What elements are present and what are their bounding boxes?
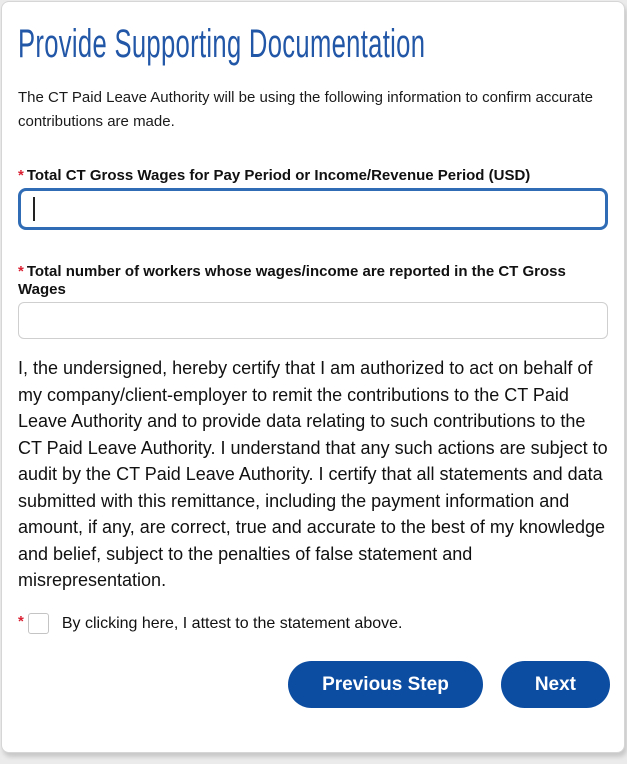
attest-row xyxy=(18,614,608,634)
required-asterisk: * xyxy=(18,612,24,630)
certification-text: I, the undersigned, hereby certify that I am authorized to act on behalf of my company/client-employer to remit the contributions to the CT Paid Leave Authority and to provide data relating to such contributions to the CT Paid Leave Authority. I understand that any such actions are subject to audit by the CT Paid Leave Authority. I certify that all statements and data submitted with this remittance, including the payment information and amount, if any, are correct, true and accurate to the best of my knowledge and belief, subject to the penalties of false statement and misrepresentation. xyxy=(18,358,608,590)
required-asterisk: * xyxy=(18,167,24,184)
next-button[interactable]: Next xyxy=(501,661,610,708)
page-title xyxy=(18,22,608,66)
attest-label: By clicking here, I attest to the statement above. xyxy=(61,614,403,632)
worker-count-label xyxy=(18,263,608,299)
page-title-text: Provide Supporting Documentation xyxy=(18,22,426,66)
gross-wages-input-wrap xyxy=(18,188,608,230)
worker-count-input[interactable] xyxy=(18,302,608,339)
intro-text: The CT Paid Leave Authority will be using the following information to confirm accurate contributions are made. xyxy=(18,89,594,130)
attest-checkbox[interactable] xyxy=(28,613,49,634)
gross-wages-label xyxy=(18,167,608,185)
gross-wages-input[interactable] xyxy=(18,188,608,230)
gross-wages-label-text: Total CT Gross Wages for Pay Period or Income/Revenue Period (USD) xyxy=(26,167,531,184)
text-caret xyxy=(33,197,35,221)
worker-count-label-text: Total number of workers whose wages/income are reported in the CT Gross Wages xyxy=(18,263,566,298)
worker-count-input-wrap xyxy=(18,302,608,339)
supporting-documentation-card xyxy=(1,1,625,753)
required-asterisk: * xyxy=(18,263,24,280)
button-row xyxy=(288,661,610,708)
previous-step-button[interactable]: Previous Step xyxy=(288,661,483,708)
